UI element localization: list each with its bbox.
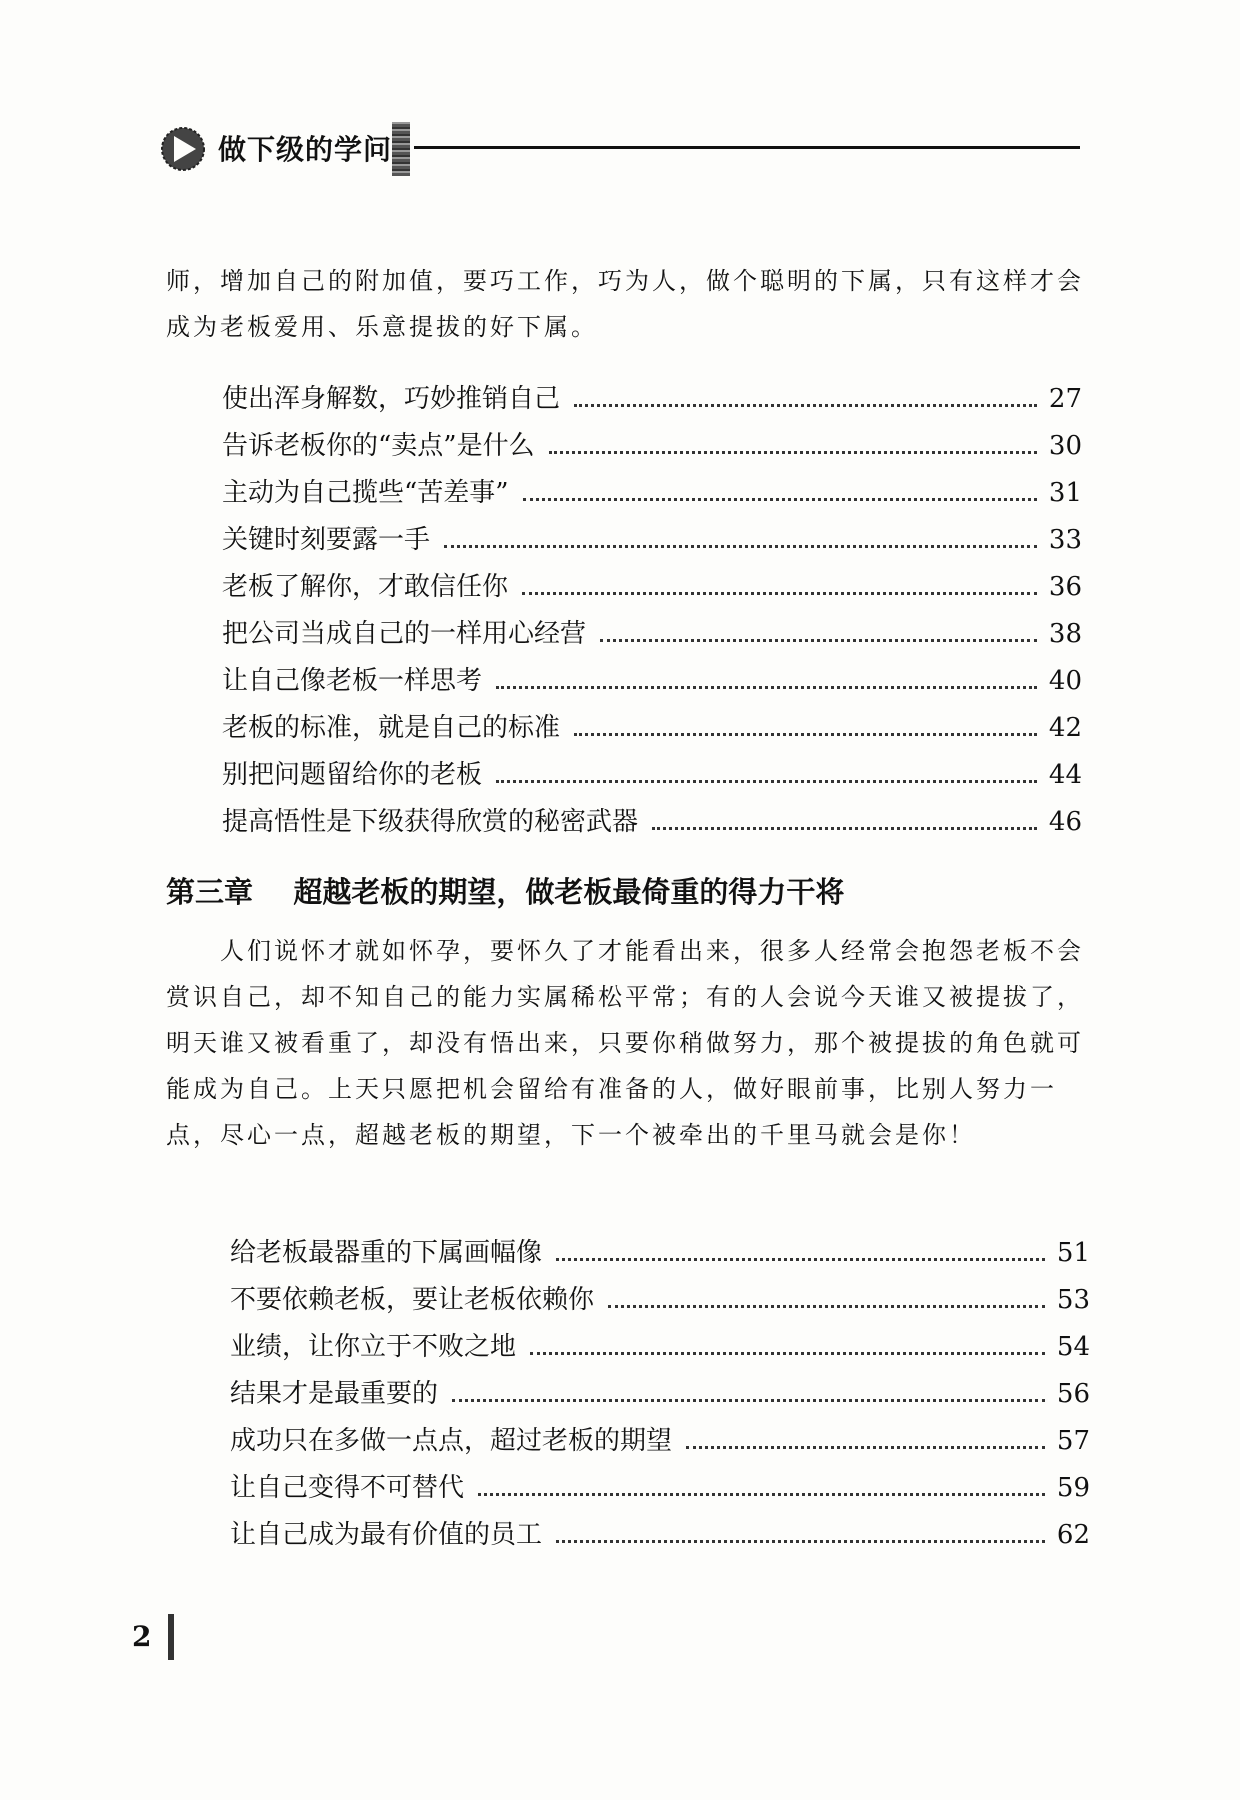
- toc-entry-page: 59: [1056, 1473, 1090, 1503]
- toc-entry: [222, 660, 1082, 707]
- toc-leader-dots: [444, 545, 1037, 548]
- toc-entry-title: 不要依赖老板，要让老板依赖你: [230, 1285, 595, 1315]
- toc-entry-title: 老板的标准，就是自己的标准: [222, 713, 561, 743]
- toc-entry-page: 57: [1056, 1426, 1090, 1456]
- toc-leader-dots: [600, 639, 1037, 642]
- toc-entry: [222, 566, 1082, 613]
- running-header: [160, 118, 1080, 178]
- toc-entry: [222, 378, 1082, 425]
- toc-entry-page: 31: [1048, 478, 1082, 508]
- toc-entry-title: 让自己变得不可替代: [230, 1473, 465, 1503]
- toc-entry-title: 把公司当成自己的一样用心经营: [222, 619, 587, 649]
- toc-entry: [222, 519, 1082, 566]
- toc-leader-dots: [549, 451, 1037, 454]
- toc-leader-dots: [556, 1540, 1045, 1543]
- toc-leader-dots: [496, 780, 1037, 783]
- toc-entry: [222, 754, 1082, 801]
- toc-entry-title: 让自己成为最有价值的员工: [230, 1520, 543, 1550]
- toc-entry-title: 老板了解你，才敢信任你: [222, 572, 509, 602]
- toc-entry-page: 44: [1048, 760, 1082, 790]
- toc-entry-title: 让自己像老板一样思考: [222, 666, 483, 696]
- toc-entry-page: 27: [1048, 384, 1082, 414]
- page-number: 2: [132, 1620, 152, 1653]
- toc-entry: [230, 1326, 1090, 1373]
- page-number-bar: [168, 1614, 174, 1660]
- toc-entry-title: 告诉老板你的“卖点”是什么: [222, 431, 535, 461]
- header-decoration-block: [392, 122, 410, 176]
- toc-leader-dots: [522, 592, 1037, 595]
- section-intro-text: 师，增加自己的附加值，要巧工作，巧为人，做个聪明的下属，只有这样才会成为老板爱用、乐意提拔的好下属。: [166, 267, 1084, 341]
- toc-leader-dots: [574, 733, 1037, 736]
- toc-entry-title: 别把问题留给你的老板: [222, 760, 483, 790]
- toc-entry-page: 53: [1056, 1285, 1090, 1315]
- toc-entry-page: 46: [1048, 807, 1082, 837]
- toc-leader-dots: [496, 686, 1037, 689]
- toc-entry: [230, 1232, 1090, 1279]
- toc-entry: [222, 801, 1082, 848]
- toc-entry-title: 提高悟性是下级获得欣赏的秘密武器: [222, 807, 639, 837]
- toc-entry: [230, 1514, 1090, 1561]
- toc-entry: [230, 1420, 1090, 1467]
- chapter-intro-text: 人们说怀才就如怀孕，要怀久了才能看出来，很多人经常会抱怨老板不会赏识自己，却不知自己的能力实属稀松平常；有的人会说今天谁又被提拔了，明天谁又被看重了，却没有悟出来，只要你稍做努力，那个被提拔的角色就可能成为自己。上天只愿把机会留给有准备的人，做好眼前事，比别人努力一点，尽心一点，超越老板的期望，下一个被牵出的千里马就会是你！: [166, 937, 1084, 1149]
- toc-entry-page: 38: [1048, 619, 1082, 649]
- toc-entry-title: 给老板最器重的下属画幅像: [230, 1238, 543, 1268]
- toc-entry-page: 54: [1056, 1332, 1090, 1362]
- toc-entry-page: 36: [1048, 572, 1082, 602]
- toc-entry-title: 业绩，让你立于不败之地: [230, 1332, 517, 1362]
- toc-leader-dots: [452, 1399, 1045, 1402]
- toc-list-section-2: [230, 1232, 1090, 1561]
- running-header-title: 做下级的学问: [218, 133, 393, 166]
- toc-entry-title: 主动为自己揽些“苦差事”: [222, 478, 509, 508]
- toc-entry-page: 40: [1048, 666, 1082, 696]
- toc-entry: [230, 1467, 1090, 1514]
- toc-leader-dots: [478, 1493, 1045, 1496]
- toc-leader-dots: [556, 1258, 1045, 1261]
- toc-leader-dots: [608, 1305, 1045, 1308]
- toc-leader-dots: [652, 827, 1037, 830]
- toc-leader-dots: [523, 498, 1037, 501]
- toc-entry-page: 30: [1048, 431, 1082, 461]
- toc-entry-page: 42: [1048, 713, 1082, 743]
- toc-entry-page: 62: [1056, 1520, 1090, 1550]
- toc-entry-title: 结果才是最重要的: [230, 1379, 439, 1409]
- toc-entry-page: 51: [1056, 1238, 1090, 1268]
- header-rule: [414, 146, 1080, 149]
- toc-entry-title: 成功只在多做一点点，超过老板的期望: [230, 1426, 673, 1456]
- toc-entry-page: 56: [1056, 1379, 1090, 1409]
- toc-entry-page: 33: [1048, 525, 1082, 555]
- chapter-heading: 第三章 超越老板的期望，做老板最倚重的得力干将: [166, 875, 845, 909]
- toc-leader-dots: [574, 404, 1037, 407]
- toc-entry-title: 使出浑身解数，巧妙推销自己: [222, 384, 561, 414]
- toc-entry: [222, 425, 1082, 472]
- toc-entry-title: 关键时刻要露一手: [222, 525, 431, 555]
- toc-leader-dots: [530, 1352, 1045, 1355]
- toc-list-section-1: [222, 378, 1082, 848]
- toc-entry: [222, 472, 1082, 519]
- play-triangle-icon: [160, 126, 206, 172]
- toc-entry: [222, 707, 1082, 754]
- toc-entry: [230, 1373, 1090, 1420]
- toc-leader-dots: [686, 1446, 1045, 1449]
- toc-entry: [230, 1279, 1090, 1326]
- toc-entry: [222, 613, 1082, 660]
